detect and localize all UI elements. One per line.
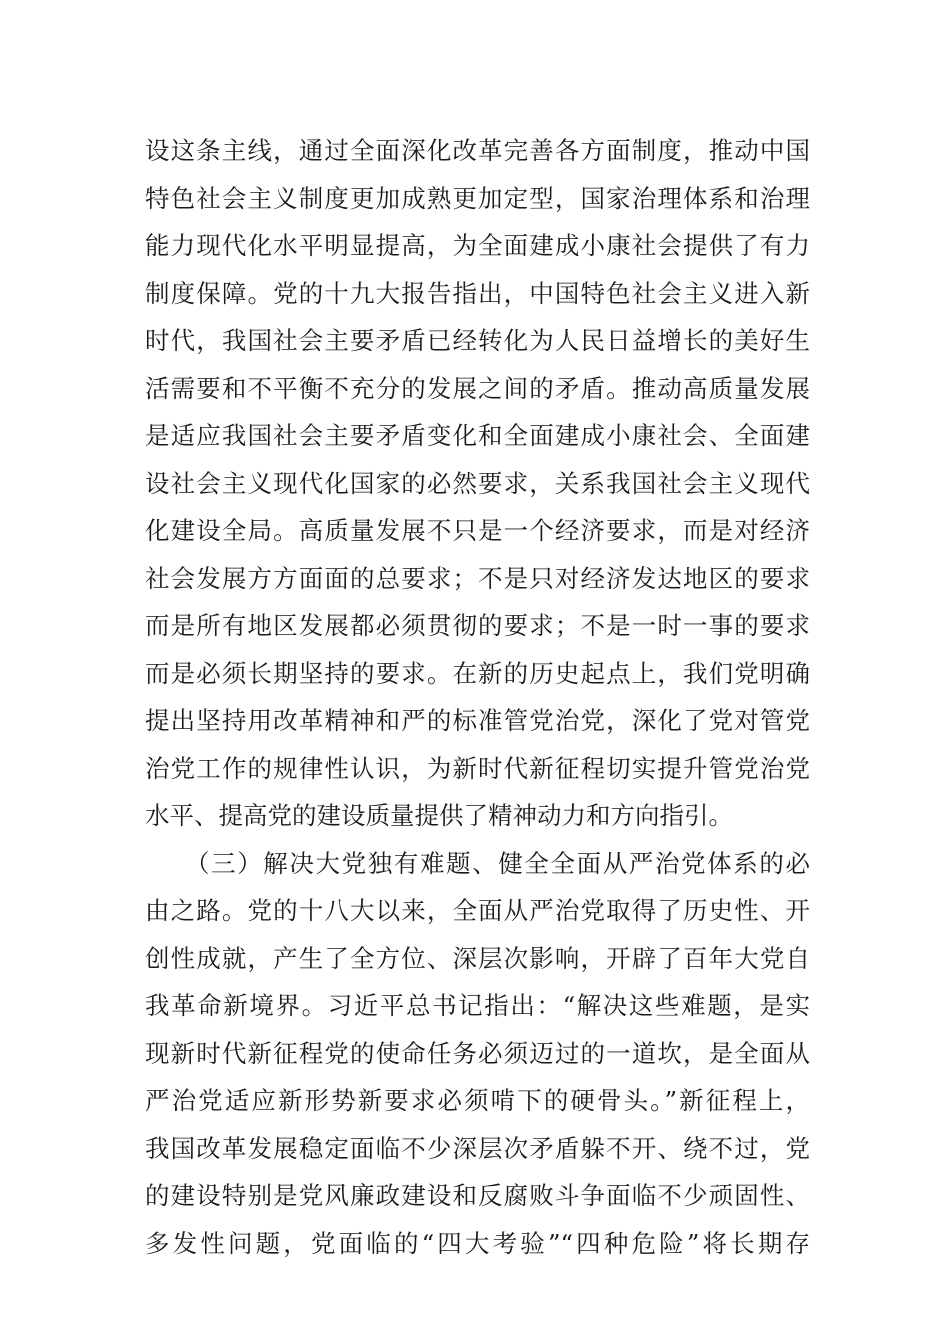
text-line: 化建设全局。高质量发展不只是一个经济要求，而是对经济 xyxy=(145,516,810,545)
text-line: 时代，我国社会主要矛盾已经转化为人民日益增长的美好生 xyxy=(145,326,810,355)
text-line: 能力现代化水平明显提高，为全面建成小康社会提供了有力 xyxy=(145,231,810,260)
text-line: 社会发展方方面面的总要求；不是只对经济发达地区的要求 xyxy=(145,563,810,593)
section-heading-line: （三）解决大党独有难题、健全全面从严治党体系的必 xyxy=(145,848,810,878)
text-line: 现新时代新征程党的使命任务必须迈过的一道坎，是全面从 xyxy=(145,1038,810,1068)
text-line: 设这条主线，通过全面深化改革完善各方面制度，推动中国 xyxy=(145,136,810,165)
text-line: 由之路。党的十八大以来，全面从严治党取得了历史性、开 xyxy=(145,896,810,925)
text-line: 治党工作的规律性认识，为新时代新征程切实提升管党治党 xyxy=(145,753,810,783)
text-line: 而是所有地区发展都必须贯彻的要求；不是一时一事的要求 xyxy=(145,611,810,640)
text-line: 我国改革发展稳定面临不少深层次矛盾躲不开、绕不过，党 xyxy=(145,1133,810,1163)
text-line: 而是必须长期坚持的要求。在新的历史起点上，我们党明确 xyxy=(145,658,810,688)
text-line: 我革命新境界。习近平总书记指出：“解决这些难题，是实 xyxy=(145,991,810,1020)
text-line: 是适应我国社会主要矛盾变化和全面建成小康社会、全面建 xyxy=(145,421,810,450)
text-line: 创性成就，产生了全方位、深层次影响，开辟了百年大党自 xyxy=(145,943,810,973)
text-line: 特色社会主义制度更加成熟更加定型，国家治理体系和治理 xyxy=(145,183,810,213)
body-text xyxy=(145,127,810,1267)
text-line: 的建设特别是党风廉政建设和反腐败斗争面临不少顽固性、 xyxy=(145,1181,810,1210)
text-line: 严治党适应新形势新要求必须啃下的硬骨头。”新征程上， xyxy=(145,1086,810,1115)
text-line: 制度保障。党的十九大报告指出，中国特色社会主义进入新 xyxy=(145,278,810,308)
text-line: 活需要和不平衡不充分的发展之间的矛盾。推动高质量发展 xyxy=(145,373,810,403)
text-line: 提出坚持用改革精神和严的标准管党治党，深化了党对管党 xyxy=(145,706,810,735)
text-line: 多发性问题，党面临的“四大考验”“四种危险”将长期存 xyxy=(145,1228,810,1258)
text-line: 设社会主义现代化国家的必然要求，关系我国社会主义现代 xyxy=(145,468,810,498)
paragraph-end-line: 水平、提高党的建设质量提供了精神动力和方向指引。 xyxy=(145,801,733,830)
